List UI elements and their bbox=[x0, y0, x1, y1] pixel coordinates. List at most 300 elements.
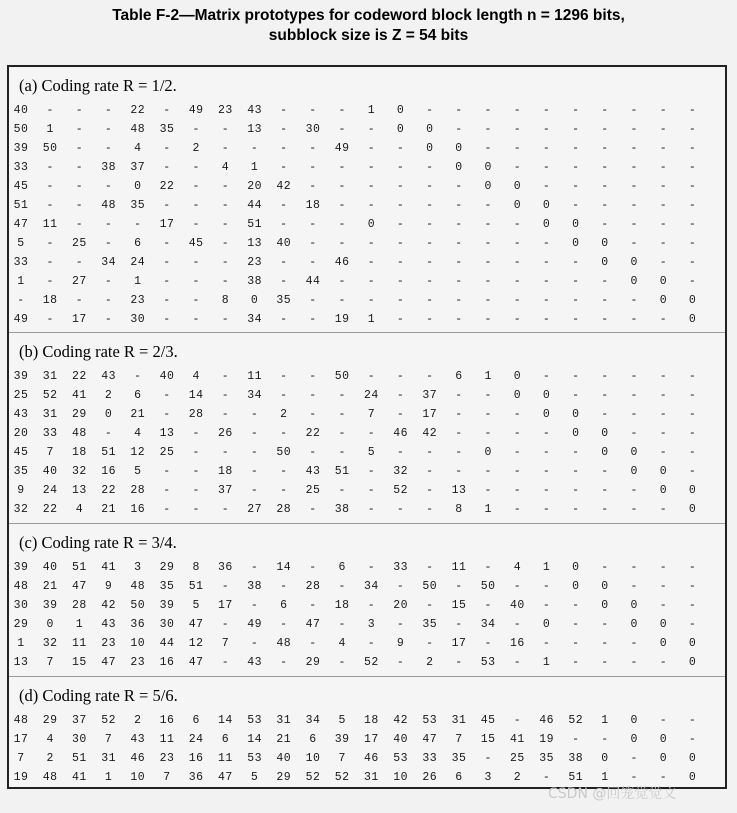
matrix-cell: - bbox=[221, 275, 230, 288]
matrix-cell: 47 bbox=[422, 733, 438, 746]
matrix-cell: - bbox=[572, 294, 580, 307]
matrix-cell: - bbox=[542, 237, 551, 250]
matrix-cell: - bbox=[426, 599, 434, 612]
matrix-cell: 5 bbox=[17, 237, 25, 250]
matrix-cell: 18 bbox=[42, 294, 58, 307]
matrix-cell: 43 bbox=[101, 370, 116, 383]
matrix-cell: 46 bbox=[363, 752, 379, 765]
matrix-cell: 5 bbox=[338, 714, 346, 727]
matrix-cell: - bbox=[221, 408, 230, 421]
matrix-cell: 22 bbox=[42, 503, 58, 516]
matrix-cell: 17 bbox=[363, 733, 379, 746]
matrix-cell: - bbox=[104, 313, 113, 326]
matrix-cell: 32 bbox=[393, 465, 408, 478]
matrix-cell: - bbox=[484, 599, 492, 612]
matrix-cell: 24 bbox=[363, 389, 379, 402]
section-title: (d) Coding rate R = 5/6. bbox=[19, 686, 178, 705]
matrix-cell: 28 bbox=[276, 503, 292, 516]
matrix-cell: - bbox=[572, 161, 580, 174]
matrix-cell: - bbox=[455, 218, 463, 231]
matrix-cell: 0 bbox=[572, 427, 580, 440]
matrix-cell: 5 bbox=[367, 446, 376, 459]
matrix-cell: 0 bbox=[542, 408, 551, 421]
matrix-cell: 29 bbox=[42, 714, 58, 727]
matrix-cell: - bbox=[192, 180, 200, 193]
matrix-cell: 0 bbox=[659, 294, 668, 307]
matrix-row bbox=[9, 405, 725, 424]
matrix-cell: 0 bbox=[542, 218, 551, 231]
matrix-cell: - bbox=[659, 199, 668, 212]
matrix-row bbox=[9, 253, 725, 272]
matrix-cell: - bbox=[104, 237, 113, 250]
matrix-cell: - bbox=[659, 313, 668, 326]
matrix-cell: - bbox=[688, 599, 697, 612]
matrix-cell: 16 bbox=[159, 714, 175, 727]
matrix-cell: - bbox=[601, 618, 609, 631]
matrix-cell: - bbox=[601, 637, 609, 650]
matrix-cell: - bbox=[396, 503, 405, 516]
matrix-row bbox=[9, 615, 725, 634]
matrix-cell: - bbox=[484, 104, 492, 117]
matrix-cell: - bbox=[513, 618, 522, 631]
matrix-cell: - bbox=[484, 408, 492, 421]
matrix-cell: - bbox=[104, 427, 113, 440]
matrix-cell: 25 bbox=[71, 237, 87, 250]
matrix-cell: - bbox=[309, 142, 317, 155]
matrix-cell: 35 bbox=[422, 618, 438, 631]
matrix-cell: 13 bbox=[159, 427, 175, 440]
matrix-cell: 4 bbox=[134, 427, 142, 440]
matrix-cell: - bbox=[280, 618, 288, 631]
matrix-cell: 6 bbox=[134, 389, 142, 402]
matrix-cell: 25 bbox=[305, 484, 321, 497]
matrix-cell: 0 bbox=[572, 218, 580, 231]
matrix-cell: - bbox=[688, 370, 697, 383]
matrix-cell: - bbox=[75, 199, 84, 212]
matrix-cell: - bbox=[659, 408, 668, 421]
matrix-cell: 11 bbox=[217, 752, 233, 765]
matrix-cell: - bbox=[280, 161, 288, 174]
matrix-cell: - bbox=[192, 256, 200, 269]
matrix-cell: 0 bbox=[659, 275, 668, 288]
matrix-cell: - bbox=[484, 427, 492, 440]
matrix-cell: 0 bbox=[484, 180, 492, 193]
matrix-cell: - bbox=[572, 599, 580, 612]
matrix-cell: - bbox=[75, 142, 84, 155]
matrix-cell: 52 bbox=[101, 714, 116, 727]
matrix-cell: 30 bbox=[71, 733, 87, 746]
matrix-cell: - bbox=[484, 275, 492, 288]
matrix-cell: 41 bbox=[71, 389, 87, 402]
matrix-cell: - bbox=[484, 389, 492, 402]
matrix-cell: 35 bbox=[159, 580, 175, 593]
matrix-cell: - bbox=[280, 465, 288, 478]
matrix-cell: 0 bbox=[630, 618, 638, 631]
matrix-cell: - bbox=[75, 161, 84, 174]
matrix-cell: - bbox=[280, 218, 288, 231]
matrix-cell: - bbox=[484, 294, 492, 307]
matrix-cell: - bbox=[688, 218, 697, 231]
matrix-cell: - bbox=[455, 199, 463, 212]
matrix-cell: 39 bbox=[334, 733, 350, 746]
matrix-cell: - bbox=[572, 465, 580, 478]
matrix-cell: - bbox=[484, 561, 492, 574]
matrix-cell: - bbox=[221, 580, 230, 593]
matrix-cell: 28 bbox=[188, 408, 204, 421]
matrix-cell: 14 bbox=[276, 561, 292, 574]
matrix-cell: - bbox=[455, 256, 463, 269]
matrix-cell: - bbox=[572, 370, 580, 383]
matrix-cell: - bbox=[163, 104, 171, 117]
matrix-cell: - bbox=[75, 180, 84, 193]
matrix-cell: - bbox=[630, 180, 638, 193]
matrix-cell: - bbox=[601, 408, 609, 421]
matrix-cell: - bbox=[17, 294, 25, 307]
section-divider bbox=[9, 676, 725, 677]
matrix-cell: 23 bbox=[130, 656, 146, 669]
matrix-cell: 0 bbox=[601, 427, 609, 440]
matrix-cell: - bbox=[192, 218, 200, 231]
matrix-cell: 11 bbox=[42, 218, 58, 231]
matrix-cell: - bbox=[659, 218, 668, 231]
matrix-cell: - bbox=[426, 104, 434, 117]
matrix-cell: 43 bbox=[101, 618, 116, 631]
matrix-cell: 17 bbox=[422, 408, 438, 421]
matrix-cell: 9 bbox=[396, 637, 405, 650]
matrix-cell: 0 bbox=[601, 599, 609, 612]
matrix-cell: - bbox=[309, 237, 317, 250]
matrix-cell: - bbox=[309, 561, 317, 574]
matrix-cell: - bbox=[104, 123, 113, 136]
matrix-cell: - bbox=[484, 237, 492, 250]
matrix-cell: - bbox=[221, 618, 230, 631]
matrix-cell: - bbox=[221, 142, 230, 155]
matrix-cell: - bbox=[659, 561, 668, 574]
matrix-cell: - bbox=[426, 161, 434, 174]
matrix-cell: - bbox=[542, 142, 551, 155]
matrix-cell: - bbox=[338, 218, 346, 231]
matrix-cell: 20 bbox=[13, 427, 29, 440]
matrix-cell: - bbox=[630, 161, 638, 174]
section-title: (a) Coding rate R = 1/2. bbox=[19, 76, 177, 95]
matrix-cell: 22 bbox=[305, 427, 321, 440]
matrix-cell: 52 bbox=[305, 771, 321, 784]
matrix-cell: - bbox=[338, 389, 346, 402]
matrix-cell: - bbox=[309, 180, 317, 193]
matrix-cell: 0 bbox=[630, 714, 638, 727]
matrix-cell: 0 bbox=[601, 752, 609, 765]
matrix-cell: - bbox=[221, 256, 230, 269]
matrix-cell: 46 bbox=[539, 714, 554, 727]
matrix-cell: - bbox=[513, 580, 522, 593]
matrix-row bbox=[9, 558, 725, 577]
matrix-cell: 1 bbox=[542, 561, 551, 574]
matrix-cell: - bbox=[104, 294, 113, 307]
matrix-cell: - bbox=[221, 389, 230, 402]
matrix-cell: - bbox=[250, 561, 259, 574]
matrix-cell: 18 bbox=[363, 714, 379, 727]
matrix-cell: 13 bbox=[451, 484, 467, 497]
matrix-cell: - bbox=[513, 427, 522, 440]
matrix-row bbox=[9, 291, 725, 310]
matrix-cell: - bbox=[134, 370, 142, 383]
table-title-line-1: Table F-2—Matrix prototypes for codeword block length n = 1296 bits, bbox=[112, 7, 625, 24]
matrix-cell: - bbox=[542, 446, 551, 459]
matrix-cell: 2 bbox=[46, 752, 54, 765]
matrix-cell: - bbox=[688, 618, 697, 631]
matrix-cell: 22 bbox=[130, 104, 146, 117]
matrix-cell: - bbox=[396, 294, 405, 307]
matrix-cell: 23 bbox=[101, 637, 116, 650]
matrix-cell: - bbox=[46, 275, 54, 288]
matrix-cell: 53 bbox=[247, 752, 262, 765]
matrix-cell: - bbox=[630, 389, 638, 402]
matrix-cell: 40 bbox=[276, 237, 292, 250]
matrix-cell: 0 bbox=[104, 408, 113, 421]
matrix-row bbox=[9, 653, 725, 672]
matrix-cell: 50 bbox=[42, 142, 58, 155]
matrix-cell: - bbox=[192, 123, 200, 136]
matrix-cell: 0 bbox=[630, 256, 638, 269]
matrix-cell: - bbox=[338, 446, 346, 459]
matrix-cell: 24 bbox=[188, 733, 204, 746]
matrix-cell: 7 bbox=[17, 752, 25, 765]
matrix-cell: - bbox=[630, 237, 638, 250]
matrix-cell: 16 bbox=[159, 656, 175, 669]
matrix-cell: 49 bbox=[334, 142, 350, 155]
matrix-cell: 38 bbox=[247, 275, 262, 288]
matrix-cell: - bbox=[484, 256, 492, 269]
matrix-cell: 42 bbox=[101, 599, 116, 612]
matrix-cell: - bbox=[309, 161, 317, 174]
matrix-cell: 6 bbox=[455, 370, 463, 383]
matrix-cell: 48 bbox=[276, 637, 292, 650]
matrix-cell: - bbox=[513, 104, 522, 117]
matrix-cell: - bbox=[455, 275, 463, 288]
matrix-cell: - bbox=[367, 427, 376, 440]
matrix-cell: - bbox=[104, 275, 113, 288]
matrix-cell: - bbox=[572, 503, 580, 516]
matrix-cell: 23 bbox=[159, 752, 175, 765]
matrix-cell: - bbox=[221, 313, 230, 326]
matrix-cell: - bbox=[163, 484, 171, 497]
matrix-cell: 1 bbox=[134, 275, 142, 288]
matrix-cell: 50 bbox=[276, 446, 292, 459]
matrix-cell: 15 bbox=[71, 656, 87, 669]
matrix-cell: - bbox=[396, 370, 405, 383]
matrix-cell: 34 bbox=[363, 580, 379, 593]
matrix-cell: 33 bbox=[13, 161, 29, 174]
matrix-cell: - bbox=[280, 275, 288, 288]
matrix-cell: 4 bbox=[46, 733, 54, 746]
matrix-cell: - bbox=[484, 752, 492, 765]
matrix-cell: 50 bbox=[334, 370, 350, 383]
matrix-cell: - bbox=[338, 408, 346, 421]
matrix-cell: 40 bbox=[159, 370, 175, 383]
matrix-cell: - bbox=[601, 389, 609, 402]
matrix-cell: - bbox=[572, 484, 580, 497]
matrix-cell: 0 bbox=[601, 580, 609, 593]
matrix-cell: - bbox=[455, 123, 463, 136]
matrix-cell: - bbox=[513, 503, 522, 516]
matrix-cell: 17 bbox=[71, 313, 87, 326]
matrix-cell: 0 bbox=[396, 104, 405, 117]
matrix-cell: 37 bbox=[71, 714, 87, 727]
matrix-cell: - bbox=[484, 313, 492, 326]
matrix-cell: - bbox=[688, 180, 697, 193]
matrix-cell: - bbox=[688, 714, 697, 727]
matrix-cell: 1 bbox=[75, 618, 84, 631]
matrix-cell: 42 bbox=[422, 427, 438, 440]
matrix-cell: 0 bbox=[659, 752, 668, 765]
matrix-cell: - bbox=[221, 180, 230, 193]
matrix-cell: - bbox=[630, 199, 638, 212]
matrix-cell: 51 bbox=[13, 199, 29, 212]
matrix-cell: - bbox=[542, 599, 551, 612]
matrix-cell: 41 bbox=[101, 561, 116, 574]
matrix-cell: 7 bbox=[367, 408, 376, 421]
matrix-cell: - bbox=[46, 161, 54, 174]
matrix-cell: 0 bbox=[688, 637, 697, 650]
matrix-cell: 4 bbox=[338, 637, 346, 650]
matrix-cell: 37 bbox=[422, 389, 438, 402]
matrix-cell: 41 bbox=[71, 771, 87, 784]
matrix-cell: 13 bbox=[13, 656, 29, 669]
matrix-cell: - bbox=[192, 199, 200, 212]
matrix-cell: 0 bbox=[513, 180, 522, 193]
matrix-cell: - bbox=[250, 465, 259, 478]
matrix-cell: 3 bbox=[484, 771, 492, 784]
matrix-cell: - bbox=[163, 161, 171, 174]
matrix-cell: 11 bbox=[71, 637, 87, 650]
matrix-row bbox=[9, 215, 725, 234]
matrix-cell: 31 bbox=[101, 752, 116, 765]
matrix-cell: 1 bbox=[484, 503, 492, 516]
matrix-cell: - bbox=[630, 313, 638, 326]
matrix-cell: 35 bbox=[276, 294, 292, 307]
matrix-cell: - bbox=[601, 561, 609, 574]
matrix-cell: - bbox=[221, 446, 230, 459]
matrix-cell: - bbox=[250, 427, 259, 440]
matrix-cell: 1 bbox=[17, 637, 25, 650]
matrix-cell: - bbox=[542, 637, 551, 650]
matrix-cell: - bbox=[426, 465, 434, 478]
matrix-cell: - bbox=[367, 561, 376, 574]
matrix-cell: - bbox=[572, 104, 580, 117]
matrix-cell: - bbox=[601, 199, 609, 212]
matrix-cell: - bbox=[513, 484, 522, 497]
matrix-cell: 17 bbox=[451, 637, 467, 650]
matrix-cell: - bbox=[46, 199, 54, 212]
matrix-cell: - bbox=[455, 465, 463, 478]
matrix-cell: 39 bbox=[13, 561, 29, 574]
matrix-cell: - bbox=[601, 142, 609, 155]
matrix-cell: - bbox=[192, 446, 200, 459]
matrix-cell: - bbox=[542, 484, 551, 497]
matrix-cell: - bbox=[630, 218, 638, 231]
matrix-cell: - bbox=[542, 275, 551, 288]
matrix-cell: - bbox=[688, 561, 697, 574]
matrix-cell: - bbox=[601, 733, 609, 746]
matrix-cell: 33 bbox=[42, 427, 58, 440]
matrix-cell: 0 bbox=[542, 618, 551, 631]
matrix-cell: 7 bbox=[104, 733, 113, 746]
matrix-cell: 25 bbox=[509, 752, 525, 765]
matrix-cell: - bbox=[572, 123, 580, 136]
matrix-cell: - bbox=[309, 104, 317, 117]
matrix-cell: 28 bbox=[130, 484, 146, 497]
matrix-cell: - bbox=[426, 503, 434, 516]
matrix-cell: - bbox=[396, 237, 405, 250]
matrix-cell: 6 bbox=[309, 733, 317, 746]
matrix-cell: 2 bbox=[104, 389, 113, 402]
matrix-cell: - bbox=[280, 123, 288, 136]
matrix-cell: 28 bbox=[71, 599, 87, 612]
matrix-cell: 17 bbox=[159, 218, 175, 231]
matrix-cell: 34 bbox=[101, 256, 116, 269]
matrix-cell: 4 bbox=[192, 370, 200, 383]
matrix-cell: 49 bbox=[188, 104, 204, 117]
matrix-cell: 10 bbox=[393, 771, 408, 784]
matrix-cell: 4 bbox=[134, 142, 142, 155]
matrix-cell: 12 bbox=[188, 637, 204, 650]
matrix-cell: - bbox=[572, 656, 580, 669]
matrix-cell: 12 bbox=[130, 446, 146, 459]
matrix-cell: 40 bbox=[393, 733, 408, 746]
matrix-cell: 30 bbox=[305, 123, 321, 136]
section-title: (c) Coding rate R = 3/4. bbox=[19, 533, 177, 552]
matrix-cell: - bbox=[659, 237, 668, 250]
matrix-cell: - bbox=[280, 104, 288, 117]
matrix-cell: - bbox=[309, 389, 317, 402]
matrix-cell: - bbox=[688, 427, 697, 440]
matrix-cell: 1 bbox=[250, 161, 259, 174]
matrix-cell: 45 bbox=[480, 714, 496, 727]
matrix-cell: - bbox=[192, 313, 200, 326]
matrix-cell: 45 bbox=[13, 446, 29, 459]
matrix-cell: 3 bbox=[134, 561, 142, 574]
matrix-cell: 2 bbox=[192, 142, 200, 155]
matrix-cell: - bbox=[426, 370, 434, 383]
matrix-cell: - bbox=[367, 599, 376, 612]
matrix-cell: 51 bbox=[71, 561, 87, 574]
matrix-cell: - bbox=[513, 294, 522, 307]
matrix-cell: - bbox=[455, 580, 463, 593]
matrix-cell: 0 bbox=[688, 313, 697, 326]
matrix-cell: - bbox=[572, 637, 580, 650]
matrix-row bbox=[9, 310, 725, 329]
matrix-cell: - bbox=[163, 389, 171, 402]
matrix-cell: - bbox=[659, 142, 668, 155]
matrix-cell: 47 bbox=[188, 618, 204, 631]
matrix-cell: - bbox=[513, 142, 522, 155]
matrix-cell: - bbox=[572, 142, 580, 155]
matrix-cell: - bbox=[280, 313, 288, 326]
matrix-cell: 4 bbox=[513, 561, 522, 574]
matrix-cell: - bbox=[367, 637, 376, 650]
matrix-cell: - bbox=[542, 427, 551, 440]
matrix-cell: 26 bbox=[422, 771, 438, 784]
matrix-cell: - bbox=[280, 142, 288, 155]
matrix-cell: - bbox=[338, 294, 346, 307]
matrix-cell: - bbox=[46, 256, 54, 269]
matrix-cell: - bbox=[192, 427, 200, 440]
matrix-cell: 50 bbox=[480, 580, 496, 593]
matrix-cell: - bbox=[192, 503, 200, 516]
matrix-cell: - bbox=[659, 580, 668, 593]
matrix-row bbox=[9, 196, 725, 215]
matrix-row bbox=[9, 139, 725, 158]
